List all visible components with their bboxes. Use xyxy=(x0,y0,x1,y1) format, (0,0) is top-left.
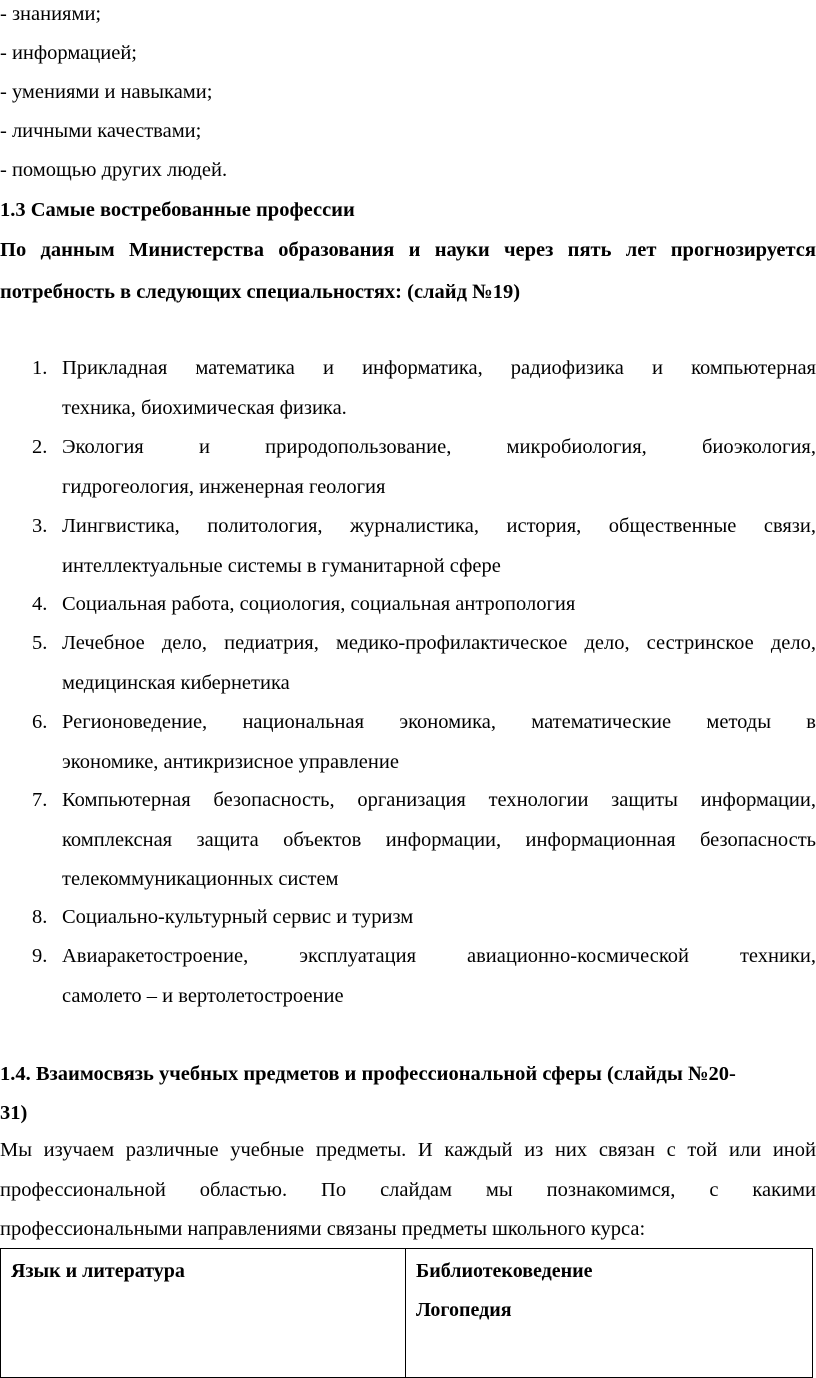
list-item xyxy=(62,437,816,497)
subjects-table xyxy=(0,1248,813,1378)
list-number: 9. xyxy=(32,945,48,967)
list-item xyxy=(62,790,816,890)
intro-list-item: - личными качествами; xyxy=(0,120,202,142)
list-number: 4. xyxy=(32,593,48,615)
list-number: 2. xyxy=(32,436,48,458)
list-number: 5. xyxy=(32,632,48,654)
professions-cell xyxy=(406,1249,813,1378)
profession-name: Библиотековедение xyxy=(416,1260,593,1282)
list-item-line: медицинская кибернетика xyxy=(62,671,290,694)
section-lead-line: По данным Министерства образования и науки через пять лет прогнозируется xyxy=(0,239,816,261)
list-item-line: Прикладная математика и информатика, радиофизика и компьютерная xyxy=(62,357,816,379)
section-paragraph-line: Мы изучаем различные учебные предметы. И каждый из них связан с той или иной xyxy=(0,1139,816,1161)
list-item-line: комплексная защита объектов информации, информационная безопасность xyxy=(62,828,816,851)
list-item-line: Регионоведение, национальная экономика, математические методы в xyxy=(62,711,816,733)
list-item xyxy=(62,712,816,772)
subject-cell xyxy=(1,1249,406,1378)
list-item xyxy=(62,516,816,576)
list-item-line: техника, биохимическая физика. xyxy=(62,396,347,419)
list-item-line: телекоммуникационных систем xyxy=(62,868,339,890)
list-item-line: Компьютерная безопасность, организация технологии защиты информации, xyxy=(62,789,816,811)
list-item-line: Лингвистика, политология, журналистика, история, общественные связи, xyxy=(62,515,816,537)
section-paragraph-line: профессиональной областью. По слайдам мы познакомимся, с какими xyxy=(0,1179,816,1201)
list-number: 3. xyxy=(32,515,48,537)
list-number: 6. xyxy=(32,711,48,733)
list-item-line: Социально-культурный сервис и туризм xyxy=(62,906,414,928)
list-number: 7. xyxy=(32,789,48,811)
section-heading-1-4: 1.4. Взаимосвязь учебных предметов и профессиональной сферы (слайды №20- xyxy=(0,1063,736,1085)
list-item xyxy=(62,946,816,1006)
list-item-line: гидрогеология, инженерная геология xyxy=(62,475,386,498)
intro-list-item: - знаниями; xyxy=(0,3,102,25)
list-item-line: самолето – и вертолетостроение xyxy=(62,984,344,1007)
intro-list-item: - информацией; xyxy=(0,42,138,64)
list-item-line: Лечебное дело, педиатрия, медико-профилактическое дело, сестринское дело, xyxy=(62,632,816,654)
section-heading-1-3: 1.3 Самые востребованные профессии xyxy=(0,199,355,221)
list-number: 1. xyxy=(32,357,48,379)
list-item-line: Социальная работа, социология, социальная антропология xyxy=(62,593,576,615)
section-heading-1-4-cont: 31) xyxy=(0,1102,28,1124)
intro-list-item: - умениями и навыками; xyxy=(0,81,213,103)
list-item xyxy=(62,358,816,418)
list-number: 8. xyxy=(32,906,48,928)
list-item-line: экономике, антикризисное управление xyxy=(62,750,399,773)
list-item-line: Экология и природопользование, микробиология, биоэкология, xyxy=(62,436,816,458)
list-item xyxy=(62,633,816,693)
list-item-line: интеллектуальные системы в гуманитарной сфере xyxy=(62,554,501,577)
list-item xyxy=(62,594,816,615)
table-row xyxy=(1,1249,813,1378)
profession-name: Логопедия xyxy=(416,1299,512,1321)
section-paragraph-line: профессиональными направлениями связаны предметы школьного курса: xyxy=(0,1218,646,1240)
list-item xyxy=(62,907,816,928)
intro-list-item: - помощью других людей. xyxy=(0,159,228,181)
section-lead-line: потребность в следующих специальностях: (слайд №19) xyxy=(0,281,521,303)
list-item-line: Авиаракетостроение, эксплуатация авиационно-космической техники, xyxy=(62,945,816,967)
subject-name: Язык и литература xyxy=(11,1260,185,1282)
